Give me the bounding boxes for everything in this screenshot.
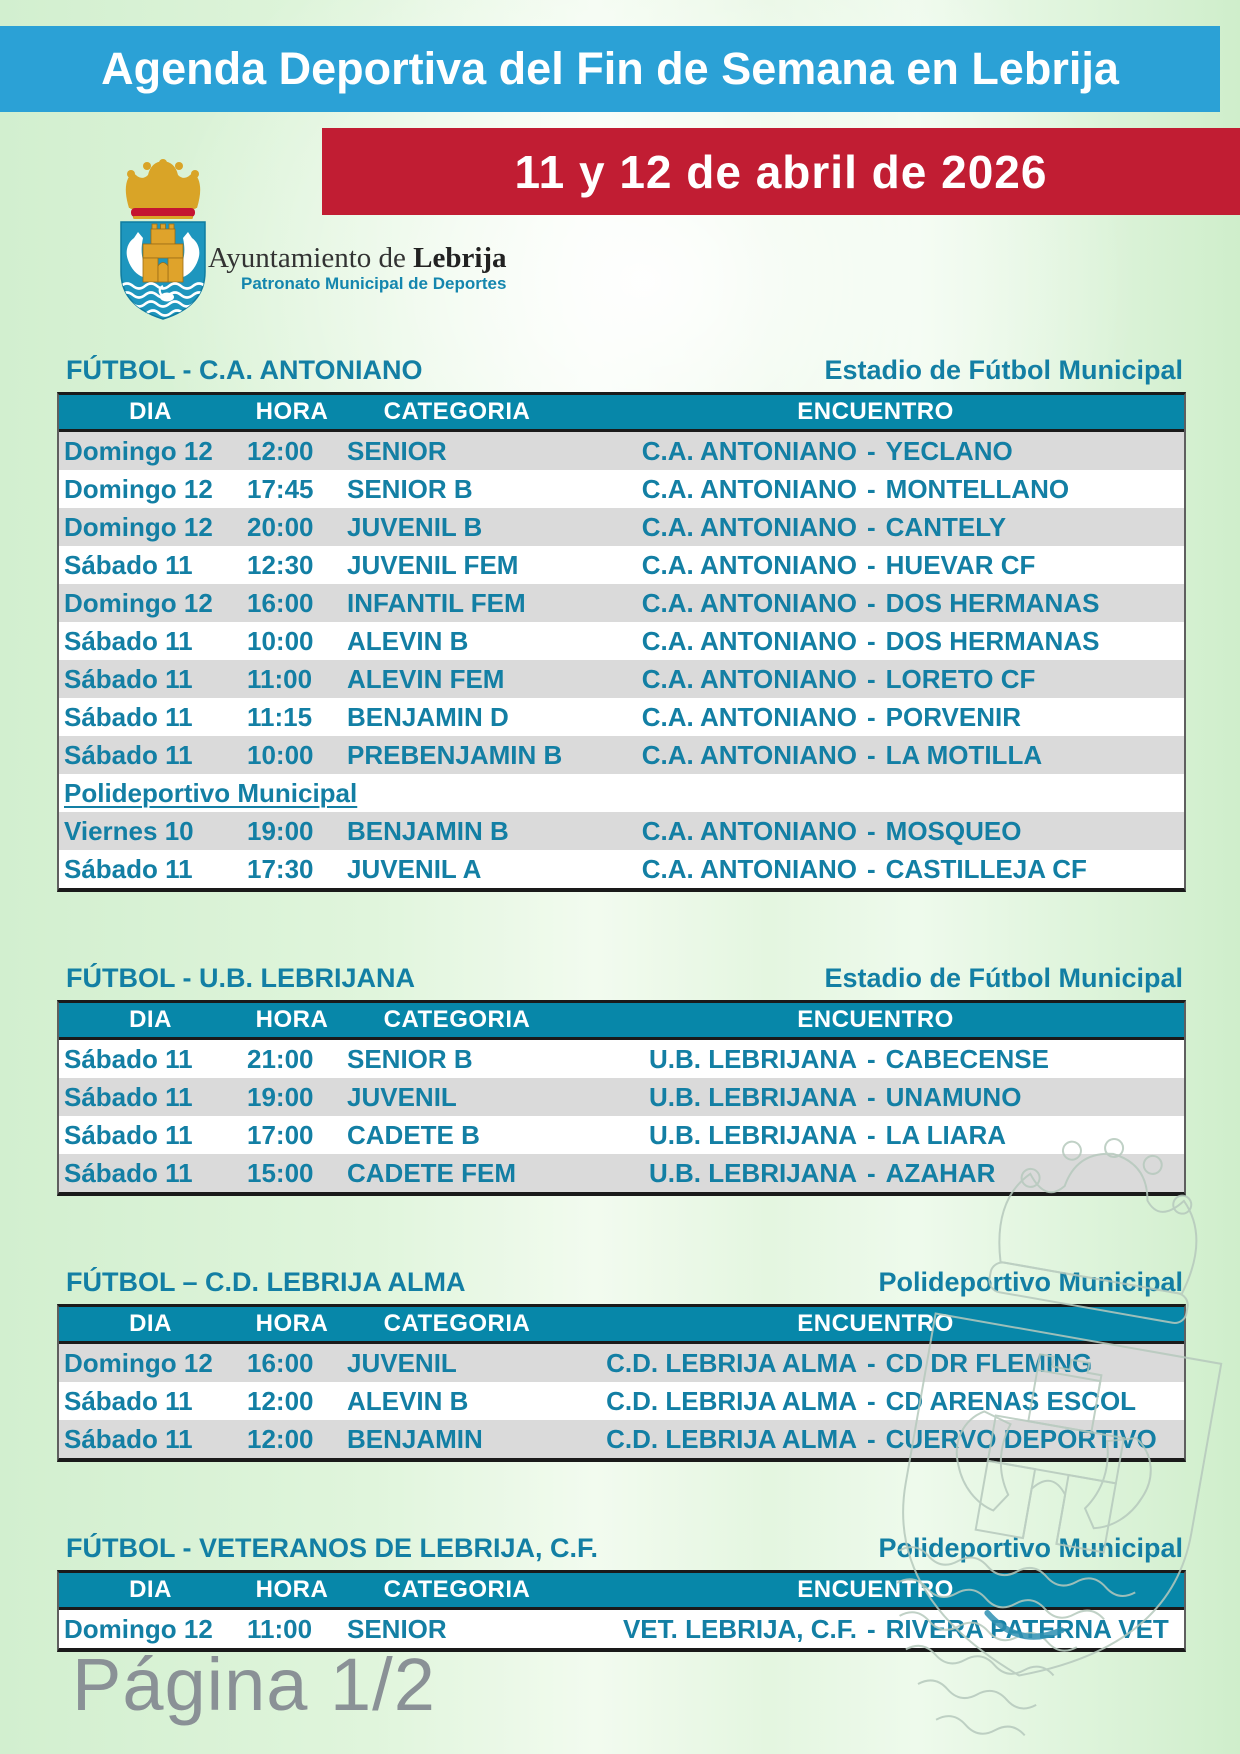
home-team: U.B. LEBRIJANA (648, 1081, 857, 1112)
table-row (59, 850, 1184, 888)
home-team: C.A. ANTONIANO (641, 435, 857, 466)
section-venue: Polideportivo Municipal (878, 1267, 1183, 1297)
away-team: CABECENSE (885, 1043, 1049, 1074)
table-row (59, 1078, 1184, 1116)
venue-subheader-row (59, 774, 1184, 812)
away-team: UNAMUNO (885, 1081, 1022, 1112)
home-team: C.A. ANTONIANO (641, 625, 857, 656)
versus-separator: - (866, 701, 876, 732)
cell-encuentro (567, 816, 1184, 847)
cell-categoria: BENJAMIN B (347, 815, 509, 846)
home-team: C.A. ANTONIANO (641, 701, 857, 732)
cell-categoria: CADETE B (347, 1119, 480, 1150)
cell-categoria: BENJAMIN D (347, 701, 509, 732)
cell-categoria: SENIOR B (347, 473, 473, 504)
cell-dia: Domingo 12 (64, 1347, 213, 1378)
table-header-row (59, 395, 1184, 432)
section-header (57, 352, 1186, 386)
cell-hora: 19:00 (247, 1081, 314, 1112)
cell-dia: Sábado 11 (64, 1043, 193, 1074)
versus-separator: - (866, 587, 876, 618)
shield-icon (121, 222, 205, 319)
versus-separator: - (866, 1423, 876, 1454)
cell-dia: Sábado 11 (64, 701, 193, 732)
cell-categoria: JUVENIL B (347, 511, 483, 542)
home-team: U.B. LEBRIJANA (648, 1043, 857, 1074)
table-row (59, 622, 1184, 660)
table-row (59, 1040, 1184, 1078)
cell-dia: Domingo 12 (64, 473, 213, 504)
cell-hora: 17:30 (247, 853, 314, 884)
cell-hora: 12:00 (247, 1423, 314, 1454)
home-team: C.D. LEBRIJA ALMA (606, 1423, 857, 1454)
section-header (57, 960, 1186, 994)
cell-categoria: INFANTIL FEM (347, 587, 526, 618)
versus-separator: - (866, 1157, 876, 1188)
cell-encuentro (567, 702, 1184, 733)
home-team: C.D. LEBRIJA ALMA (606, 1385, 857, 1416)
cell-dia: Domingo 12 (64, 1613, 213, 1644)
page-number: Página 1/2 (72, 1643, 436, 1726)
cell-categoria: JUVENIL A (347, 853, 482, 884)
top-banner (0, 26, 1220, 112)
cell-hora: 12:00 (247, 435, 314, 466)
cell-categoria: SENIOR (347, 435, 447, 466)
away-team: DOS HERMANAS (885, 587, 1100, 618)
cell-dia: Sábado 11 (64, 853, 193, 884)
schedule-section (57, 352, 1186, 892)
cell-categoria: ALEVIN B (347, 625, 469, 656)
versus-separator: - (866, 815, 876, 846)
cell-hora: 16:00 (247, 587, 314, 618)
cell-categoria: JUVENIL FEM (347, 549, 519, 580)
table-header-cell: ENCUENTRO (797, 1006, 954, 1033)
table-header-cell: CATEGORIA (383, 1576, 531, 1603)
cell-categoria: JUVENIL (347, 1347, 457, 1378)
cell-hora: 12:00 (247, 1385, 314, 1416)
versus-separator: - (866, 1347, 876, 1378)
away-team: CD ARENAS ESCOL (885, 1385, 1137, 1416)
home-team: C.A. ANTONIANO (641, 853, 857, 884)
section-title: FÚTBOL - U.B. LEBRIJANA (66, 963, 415, 993)
table-header-cell: CATEGORIA (383, 398, 531, 425)
table-header-cell: HORA (255, 398, 329, 425)
cell-encuentro (567, 588, 1184, 619)
cell-encuentro (567, 474, 1184, 505)
cell-categoria: PREBENJAMIN B (347, 739, 563, 770)
versus-separator: - (866, 1043, 876, 1074)
table-header-cell: DIA (129, 1006, 172, 1033)
table-header-cell: CATEGORIA (383, 1006, 531, 1033)
cell-hora: 11:15 (247, 701, 313, 732)
section-venue: Polideportivo Municipal (878, 1533, 1183, 1563)
cell-hora: 21:00 (247, 1043, 314, 1074)
away-team: MOSQUEO (885, 815, 1022, 846)
cell-dia: Sábado 11 (64, 1119, 193, 1150)
table-header-cell: HORA (255, 1006, 329, 1033)
away-team: DOS HERMANAS (885, 625, 1100, 656)
cell-encuentro (567, 740, 1184, 771)
away-team: CASTILLEJA CF (885, 853, 1087, 884)
cell-hora: 11:00 (247, 663, 313, 694)
away-team: CUERVO DEPORTIVO (885, 1423, 1157, 1454)
table-header-cell: HORA (255, 1310, 329, 1337)
versus-separator: - (866, 1119, 876, 1150)
section-venue: Estadio de Fútbol Municipal (824, 963, 1183, 993)
cell-encuentro (567, 664, 1184, 695)
home-team: C.A. ANTONIANO (641, 815, 857, 846)
cell-dia: Sábado 11 (64, 625, 193, 656)
crown-icon (126, 159, 200, 219)
page-title: Agenda Deportiva del Fin de Semana en Lebrija (101, 43, 1119, 94)
table-row (59, 584, 1184, 622)
table-header-cell: DIA (129, 398, 172, 425)
table-row (59, 812, 1184, 850)
table-header-cell: ENCUENTRO (797, 1310, 954, 1337)
cell-hora: 10:00 (247, 739, 314, 770)
org-name: Ayuntamiento de Lebrija (208, 242, 507, 274)
away-team: YECLANO (885, 435, 1013, 466)
versus-separator: - (866, 1385, 876, 1416)
table-header-cell: DIA (129, 1576, 172, 1603)
home-team: C.A. ANTONIANO (641, 549, 857, 580)
table-row (59, 508, 1184, 546)
versus-separator: - (866, 1081, 876, 1112)
table-header-cell: HORA (255, 1576, 329, 1603)
cell-encuentro (567, 626, 1184, 657)
away-team: HUEVAR CF (885, 549, 1036, 580)
cell-hora: 10:00 (247, 625, 314, 656)
home-team: C.A. ANTONIANO (641, 587, 857, 618)
versus-separator: - (866, 549, 876, 580)
away-team: AZAHAR (885, 1157, 996, 1188)
cell-hora: 12:30 (247, 549, 314, 580)
date-banner (322, 128, 1240, 215)
cell-dia: Domingo 12 (64, 587, 213, 618)
table-header-cell: DIA (129, 1310, 172, 1337)
cell-hora: 19:00 (247, 815, 314, 846)
lebrija-coat-of-arms-icon (117, 158, 209, 322)
org-subtitle: Patronato Municipal de Deportes (241, 274, 507, 293)
cell-categoria: ALEVIN B (347, 1385, 469, 1416)
cell-dia: Domingo 12 (64, 511, 213, 542)
away-team: CD DR FLEMING (885, 1347, 1093, 1378)
table-row (59, 432, 1184, 470)
cell-dia: Sábado 11 (64, 1081, 193, 1112)
cell-dia: Domingo 12 (64, 435, 213, 466)
cell-encuentro (567, 436, 1184, 467)
cell-categoria: BENJAMIN (347, 1423, 483, 1454)
table-row (59, 546, 1184, 584)
away-team: CANTELY (885, 511, 1007, 542)
section-title: FÚTBOL - C.A. ANTONIANO (66, 355, 423, 385)
cell-hora: 20:00 (247, 511, 314, 542)
cell-hora: 11:00 (247, 1613, 313, 1644)
cell-dia: Viernes 10 (64, 815, 194, 846)
home-team: C.D. LEBRIJA ALMA (606, 1347, 857, 1378)
table-row (59, 660, 1184, 698)
versus-separator: - (866, 739, 876, 770)
section-title: FÚTBOL - VETERANOS DE LEBRIJA, C.F. (66, 1533, 599, 1563)
versus-separator: - (866, 853, 876, 884)
cell-dia: Sábado 11 (64, 663, 193, 694)
cell-categoria: CADETE FEM (347, 1157, 516, 1188)
home-team: C.A. ANTONIANO (641, 739, 857, 770)
venue-subheader-label: Polideportivo Municipal (64, 777, 358, 808)
home-team: U.B. LEBRIJANA (648, 1119, 857, 1150)
cell-hora: 16:00 (247, 1347, 314, 1378)
cell-encuentro (567, 854, 1184, 885)
cell-dia: Sábado 11 (64, 549, 193, 580)
versus-separator: - (866, 1613, 876, 1644)
home-team: C.A. ANTONIANO (641, 663, 857, 694)
away-team: LA LIARA (885, 1119, 1007, 1150)
cell-dia: Sábado 11 (64, 1385, 193, 1416)
cell-categoria: SENIOR B (347, 1043, 473, 1074)
cell-encuentro (567, 512, 1184, 543)
table-row (59, 470, 1184, 508)
table-row (59, 698, 1184, 736)
table-header-cell: ENCUENTRO (797, 398, 954, 425)
cell-categoria: JUVENIL (347, 1081, 457, 1112)
table-header-cell: ENCUENTRO (797, 1576, 954, 1603)
away-team: MONTELLANO (885, 473, 1070, 504)
home-team: C.A. ANTONIANO (641, 473, 857, 504)
cell-encuentro (567, 550, 1184, 581)
cell-hora: 17:45 (247, 473, 314, 504)
home-team: VET. LEBRIJA, C.F. (622, 1613, 857, 1644)
cell-dia: Sábado 11 (64, 1157, 193, 1188)
cell-dia: Sábado 11 (64, 1423, 193, 1454)
cell-dia: Sábado 11 (64, 739, 193, 770)
away-team: PORVENIR (885, 701, 1021, 732)
away-team: RIVERA PATERNA VET (885, 1613, 1169, 1644)
cell-hora: 15:00 (247, 1157, 314, 1188)
table-header-row (59, 1003, 1184, 1040)
versus-separator: - (866, 511, 876, 542)
cell-categoria: ALEVIN FEM (347, 663, 505, 694)
away-team: LORETO CF (885, 663, 1036, 694)
versus-separator: - (866, 473, 876, 504)
table-row (59, 736, 1184, 774)
schedule-table (57, 392, 1186, 892)
home-team: U.B. LEBRIJANA (648, 1157, 857, 1188)
date-banner-text: 11 y 12 de abril de 2026 (514, 145, 1048, 198)
section-venue: Estadio de Fútbol Municipal (824, 355, 1183, 385)
section-title: FÚTBOL – C.D. LEBRIJA ALMA (66, 1267, 466, 1297)
home-team: C.A. ANTONIANO (641, 511, 857, 542)
away-team: LA MOTILLA (885, 739, 1043, 770)
cell-categoria: SENIOR (347, 1613, 447, 1644)
versus-separator: - (866, 663, 876, 694)
versus-separator: - (866, 435, 876, 466)
cell-encuentro (567, 1044, 1184, 1075)
versus-separator: - (866, 625, 876, 656)
cell-hora: 17:00 (247, 1119, 314, 1150)
table-header-cell: CATEGORIA (383, 1310, 531, 1337)
